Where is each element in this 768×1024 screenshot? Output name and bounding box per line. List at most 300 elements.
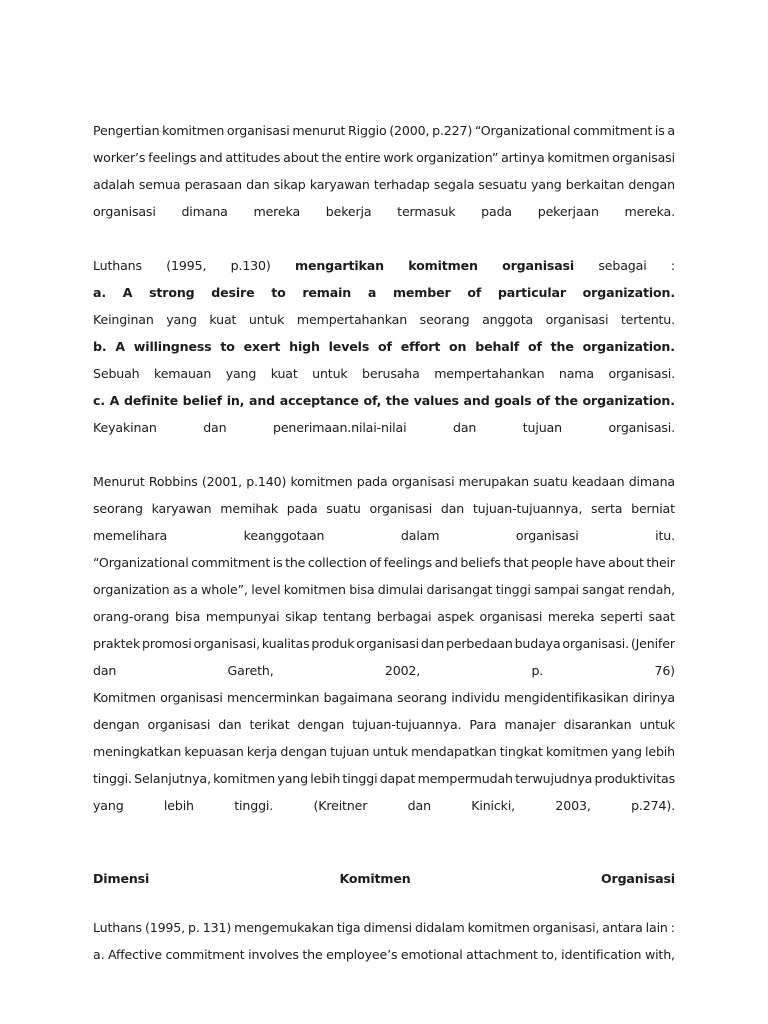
word: Luthans xyxy=(93,258,142,273)
word: organisasi. xyxy=(562,636,629,651)
p3-line-9 xyxy=(93,684,675,711)
word: exert xyxy=(243,339,281,354)
p2-point-a-english xyxy=(93,279,675,306)
word: sikap xyxy=(285,609,318,624)
word: berbagai xyxy=(376,609,432,624)
word: dan xyxy=(440,501,465,516)
word: a xyxy=(190,582,198,597)
word: lebih xyxy=(310,771,341,786)
word: emotional xyxy=(400,947,463,962)
word: tujuan-tujuannya. xyxy=(352,717,462,732)
word: dan xyxy=(452,420,477,435)
paragraph-gap xyxy=(93,225,675,252)
word: the xyxy=(554,393,578,408)
word: Robbins xyxy=(148,474,198,489)
word: beliefs xyxy=(460,555,501,570)
word: organization. xyxy=(582,393,675,408)
word: kerja xyxy=(246,744,278,759)
p1-line-1 xyxy=(93,117,675,144)
paragraph-gap xyxy=(93,441,675,468)
word: untuk xyxy=(639,717,675,732)
word: of xyxy=(369,555,382,570)
p3-line-8 xyxy=(93,657,675,684)
word: of xyxy=(378,339,392,354)
document-body xyxy=(93,117,675,968)
word: definite xyxy=(123,393,178,408)
word: organization” xyxy=(416,150,499,165)
word: A xyxy=(109,393,120,408)
word: : xyxy=(670,920,675,935)
p3-line-3 xyxy=(93,522,675,549)
word: identification xyxy=(561,947,642,962)
word: serta xyxy=(590,501,623,516)
word: (2000, xyxy=(389,123,430,138)
word: remain xyxy=(302,285,352,300)
word: the xyxy=(321,150,342,165)
word: particular xyxy=(497,285,566,300)
word: yang xyxy=(166,312,197,327)
word: dirinya xyxy=(632,690,675,705)
word: Kinicki, xyxy=(471,798,516,813)
word: A xyxy=(115,339,125,354)
word: p. xyxy=(188,920,200,935)
word: feelings xyxy=(383,555,433,570)
word: memihak xyxy=(220,501,278,516)
word: terhadap xyxy=(373,177,430,192)
word: is xyxy=(272,555,283,570)
p1-line-4 xyxy=(93,198,675,225)
word: pada xyxy=(286,501,318,516)
word: komitmen xyxy=(162,123,225,138)
word: pada xyxy=(481,204,512,219)
word: on xyxy=(449,339,467,354)
word: and xyxy=(199,150,223,165)
word: dengan xyxy=(628,177,675,192)
word: komitmen xyxy=(283,582,346,597)
paragraph-gap xyxy=(93,819,675,865)
word: feelings xyxy=(148,150,197,165)
word: yang xyxy=(277,771,308,786)
word: didalam xyxy=(415,920,465,935)
word: suatu xyxy=(533,474,568,489)
word: penerimaan.nilai-nilai xyxy=(272,420,407,435)
word: organisasi xyxy=(147,717,211,732)
word: tiga xyxy=(336,920,361,935)
word: work xyxy=(383,150,414,165)
word: Gareth, xyxy=(227,663,274,678)
word: Sebuah xyxy=(93,366,140,381)
word: untuk xyxy=(372,744,408,759)
word: budaya xyxy=(514,636,561,651)
p3-line-5 xyxy=(93,576,675,603)
word: to xyxy=(220,339,235,354)
word: organisasi xyxy=(515,528,579,543)
word: attitudes xyxy=(225,150,281,165)
word: anggota xyxy=(482,312,534,327)
word: karyawan xyxy=(309,177,370,192)
word: their xyxy=(646,555,675,570)
word: komitmen xyxy=(467,920,530,935)
word: suatu xyxy=(326,501,361,516)
word: Menurut xyxy=(93,474,145,489)
word: sesuatu xyxy=(478,177,527,192)
word: level xyxy=(251,582,281,597)
word: organisasi. xyxy=(608,420,675,435)
word: 2002, xyxy=(384,663,421,678)
word: organisasi, xyxy=(193,636,261,651)
word: mendapatkan xyxy=(411,744,497,759)
word: dan xyxy=(246,177,270,192)
word: (1995, xyxy=(144,920,186,935)
p2-point-c-indonesian xyxy=(93,414,675,441)
word: individu xyxy=(451,690,500,705)
word: organisasi xyxy=(93,204,156,219)
word: (Kreitner xyxy=(313,798,368,813)
word: organisasi xyxy=(612,150,675,165)
paragraph-gap xyxy=(93,892,675,914)
word: merupakan xyxy=(458,474,529,489)
word: a. xyxy=(93,285,106,300)
word: tingkat xyxy=(499,744,543,759)
word: terikat xyxy=(249,717,290,732)
word: mempertahankan xyxy=(434,366,545,381)
word: Dimensi xyxy=(93,871,150,886)
word: 2003, xyxy=(555,798,591,813)
word: dengan xyxy=(93,717,140,732)
word: termasuk xyxy=(397,204,456,219)
word: darisangat xyxy=(426,582,493,597)
word: nama xyxy=(558,366,594,381)
word: mengartikan xyxy=(295,258,384,273)
word: a xyxy=(667,123,675,138)
word: a. xyxy=(93,947,105,962)
word: tinggi. xyxy=(93,771,132,786)
word: adalah xyxy=(93,177,135,192)
word: Organisasi xyxy=(600,871,675,886)
word: Keyakinan xyxy=(93,420,157,435)
word: mencerminkan xyxy=(227,690,320,705)
section-heading xyxy=(93,865,675,892)
word: dan xyxy=(420,636,445,651)
word: kepuasan xyxy=(184,744,244,759)
p4-line-2 xyxy=(93,941,675,968)
word: organisasi xyxy=(226,123,290,138)
word: kemauan xyxy=(154,366,212,381)
word: have xyxy=(575,555,606,570)
p3-line-10 xyxy=(93,711,675,738)
word: 76) xyxy=(654,663,675,678)
word: commitment xyxy=(191,555,271,570)
word: organisasi xyxy=(369,501,433,516)
word: sangat xyxy=(582,582,625,597)
word: tinggi. xyxy=(234,798,274,813)
p3-line-7 xyxy=(93,630,675,657)
word: bekerja xyxy=(325,204,372,219)
word: Komitmen xyxy=(339,871,411,886)
word: mereka. xyxy=(624,204,675,219)
word: dengan xyxy=(280,744,327,759)
word: the xyxy=(550,339,574,354)
word: dapat xyxy=(379,771,416,786)
word: of xyxy=(527,339,542,354)
word: about xyxy=(608,555,644,570)
word: pekerjaan xyxy=(537,204,599,219)
word: komitmen xyxy=(547,150,610,165)
word: Komitmen xyxy=(93,690,156,705)
word: dalam xyxy=(400,528,440,543)
word: organisasi xyxy=(356,636,419,651)
p3-line-12 xyxy=(93,765,675,792)
word: tentang xyxy=(322,609,372,624)
word: komitmen xyxy=(290,474,353,489)
word: organisasi xyxy=(391,474,455,489)
word: aspek xyxy=(437,609,474,624)
word: mereka xyxy=(547,609,595,624)
word: perasaan xyxy=(184,177,242,192)
word: produk xyxy=(311,636,355,651)
word: yang xyxy=(531,177,562,192)
word: effort xyxy=(400,339,441,354)
p2-point-b-english xyxy=(93,333,675,360)
word: willingness xyxy=(133,339,212,354)
word: employee’s xyxy=(326,947,398,962)
word: involves xyxy=(248,947,299,962)
word: bisa xyxy=(174,609,201,624)
word: high xyxy=(289,339,320,354)
word: desire xyxy=(211,285,255,300)
word: mempertahankan xyxy=(296,312,408,327)
word: untuk xyxy=(248,312,285,327)
word: and xyxy=(463,393,490,408)
word: berusaha xyxy=(362,366,420,381)
word: mereka xyxy=(253,204,301,219)
word: member xyxy=(392,285,451,300)
word: and xyxy=(434,555,458,570)
word: tujuan xyxy=(522,420,562,435)
word: p.227) xyxy=(432,123,473,138)
word: semua xyxy=(138,177,181,192)
word: tertentu. xyxy=(620,312,675,327)
word: kuat xyxy=(270,366,298,381)
word: antara xyxy=(602,920,643,935)
word: attachment xyxy=(466,947,538,962)
word: of xyxy=(536,393,551,408)
word: mempunyai xyxy=(205,609,280,624)
word: organisasi xyxy=(545,312,609,327)
word: collection xyxy=(307,555,367,570)
word: behalf xyxy=(475,339,520,354)
word: dan xyxy=(93,663,117,678)
p2-intro-line xyxy=(93,252,675,279)
word: menurut xyxy=(292,123,346,138)
word: dimensi xyxy=(363,920,412,935)
word: Luthans xyxy=(93,920,142,935)
word: commitment xyxy=(165,947,245,962)
word: lain xyxy=(645,920,668,935)
p4-line-1 xyxy=(93,914,675,941)
p3-line-1 xyxy=(93,468,675,495)
word: with, xyxy=(644,947,675,962)
word: disarankan xyxy=(563,717,632,732)
p3-line-11 xyxy=(93,738,675,765)
p3-line-13 xyxy=(93,792,675,819)
word: “Organizational xyxy=(93,555,189,570)
word: sebagai xyxy=(598,258,647,273)
p3-line-4 xyxy=(93,549,675,576)
word: to, xyxy=(541,947,558,962)
word: seorang xyxy=(397,690,447,705)
word: organisasi. xyxy=(608,366,675,381)
word: dimana xyxy=(628,474,675,489)
word: of xyxy=(467,285,482,300)
word: mengemukakan xyxy=(234,920,334,935)
word: berkaitan xyxy=(565,177,625,192)
word: itu. xyxy=(655,528,675,543)
word: karyawan xyxy=(151,501,212,516)
word: about xyxy=(283,150,319,165)
word: is xyxy=(654,123,665,138)
word: mempermudah xyxy=(417,771,513,786)
word: the xyxy=(285,555,306,570)
word: rendah, xyxy=(627,582,675,597)
word: mengidentifikasikan xyxy=(504,690,629,705)
word: bisa xyxy=(349,582,375,597)
word: seperti xyxy=(600,609,643,624)
word: saat xyxy=(648,609,675,624)
word: sikap xyxy=(273,177,306,192)
p1-line-2 xyxy=(93,144,675,171)
word: values xyxy=(413,393,459,408)
word: dimulai xyxy=(377,582,424,597)
word: sampai xyxy=(534,582,579,597)
word: (Jenifer xyxy=(630,636,675,651)
word: a xyxy=(367,285,377,300)
word: as xyxy=(172,582,187,597)
p3-line-6 xyxy=(93,603,675,630)
word: komitmen xyxy=(408,258,478,273)
p2-point-b-indonesian xyxy=(93,360,675,387)
word: and xyxy=(249,393,276,408)
word: the xyxy=(302,947,323,962)
word: people xyxy=(530,555,573,570)
word: Para xyxy=(469,717,497,732)
word: dengan xyxy=(297,717,345,732)
word: organisasi xyxy=(479,609,543,624)
word: memelihara xyxy=(93,528,168,543)
word: of, xyxy=(363,393,382,408)
word: commitment xyxy=(573,123,653,138)
word: to xyxy=(271,285,286,300)
word: Pengertian xyxy=(93,123,160,138)
word: acceptance xyxy=(279,393,359,408)
word: terwujudnya xyxy=(515,771,593,786)
word: levels xyxy=(328,339,370,354)
word: perbedaan xyxy=(445,636,513,651)
word: keadaan xyxy=(571,474,625,489)
word: lebih xyxy=(163,798,194,813)
word: : xyxy=(670,258,675,273)
p1-line-3 xyxy=(93,171,675,198)
word: goals xyxy=(494,393,532,408)
word: (1995, xyxy=(166,258,207,273)
word: praktek xyxy=(93,636,141,651)
word: A xyxy=(122,285,133,300)
word: entire xyxy=(344,150,381,165)
word: organisasi xyxy=(160,690,223,705)
word: organization. xyxy=(582,285,675,300)
word: dan xyxy=(407,798,431,813)
word: lebih xyxy=(645,744,675,759)
word: segala xyxy=(433,177,475,192)
word: dan xyxy=(203,420,227,435)
word: seorang xyxy=(419,312,470,327)
word: komitmen xyxy=(213,771,276,786)
word: Selanjutnya, xyxy=(134,771,211,786)
word: orang-orang xyxy=(93,609,170,624)
word: tujuan xyxy=(330,744,370,759)
word: yang xyxy=(93,798,124,813)
word: tujuan-tujuannya, xyxy=(472,501,583,516)
word: keanggotaan xyxy=(243,528,325,543)
word: 131) xyxy=(202,920,232,935)
word: Keinginan xyxy=(93,312,154,327)
p2-point-c-english xyxy=(93,387,675,414)
word: kuat xyxy=(209,312,237,327)
word: belief xyxy=(182,393,222,408)
word: Riggio xyxy=(348,123,387,138)
word: organisasi xyxy=(502,258,575,273)
word: berniat xyxy=(631,501,675,516)
word: untuk xyxy=(312,366,348,381)
word: b. xyxy=(93,339,107,354)
word: whole”, xyxy=(201,582,248,597)
word: (2001, xyxy=(201,474,242,489)
p2-point-a-indonesian xyxy=(93,306,675,333)
word: that xyxy=(503,555,529,570)
word: in, xyxy=(226,393,245,408)
word: meningkatkan xyxy=(93,744,182,759)
word: “Organizational xyxy=(474,123,571,138)
word: komitmen xyxy=(546,744,609,759)
word: produktivitas xyxy=(594,771,675,786)
word: dimana xyxy=(181,204,228,219)
word: pada xyxy=(356,474,388,489)
p3-line-2 xyxy=(93,495,675,522)
word: seorang xyxy=(93,501,143,516)
word: Affective xyxy=(107,947,162,962)
word: bagaimana xyxy=(323,690,393,705)
word: worker’s xyxy=(93,150,146,165)
word: manajer xyxy=(504,717,556,732)
word: strong xyxy=(149,285,195,300)
word: kualitas xyxy=(261,636,310,651)
word: tinggi xyxy=(495,582,531,597)
word: p. xyxy=(531,663,544,678)
word: yang xyxy=(225,366,257,381)
word: artinya xyxy=(501,150,545,165)
word: p.274). xyxy=(631,798,675,813)
word: organisasi, xyxy=(532,920,600,935)
word: dan xyxy=(218,717,242,732)
word: p.140) xyxy=(246,474,287,489)
word: p.130) xyxy=(230,258,271,273)
word: promosi xyxy=(142,636,192,651)
word: organization xyxy=(93,582,170,597)
word: tinggi xyxy=(342,771,378,786)
word: yang xyxy=(611,744,642,759)
word: the xyxy=(385,393,409,408)
word: c. xyxy=(93,393,105,408)
